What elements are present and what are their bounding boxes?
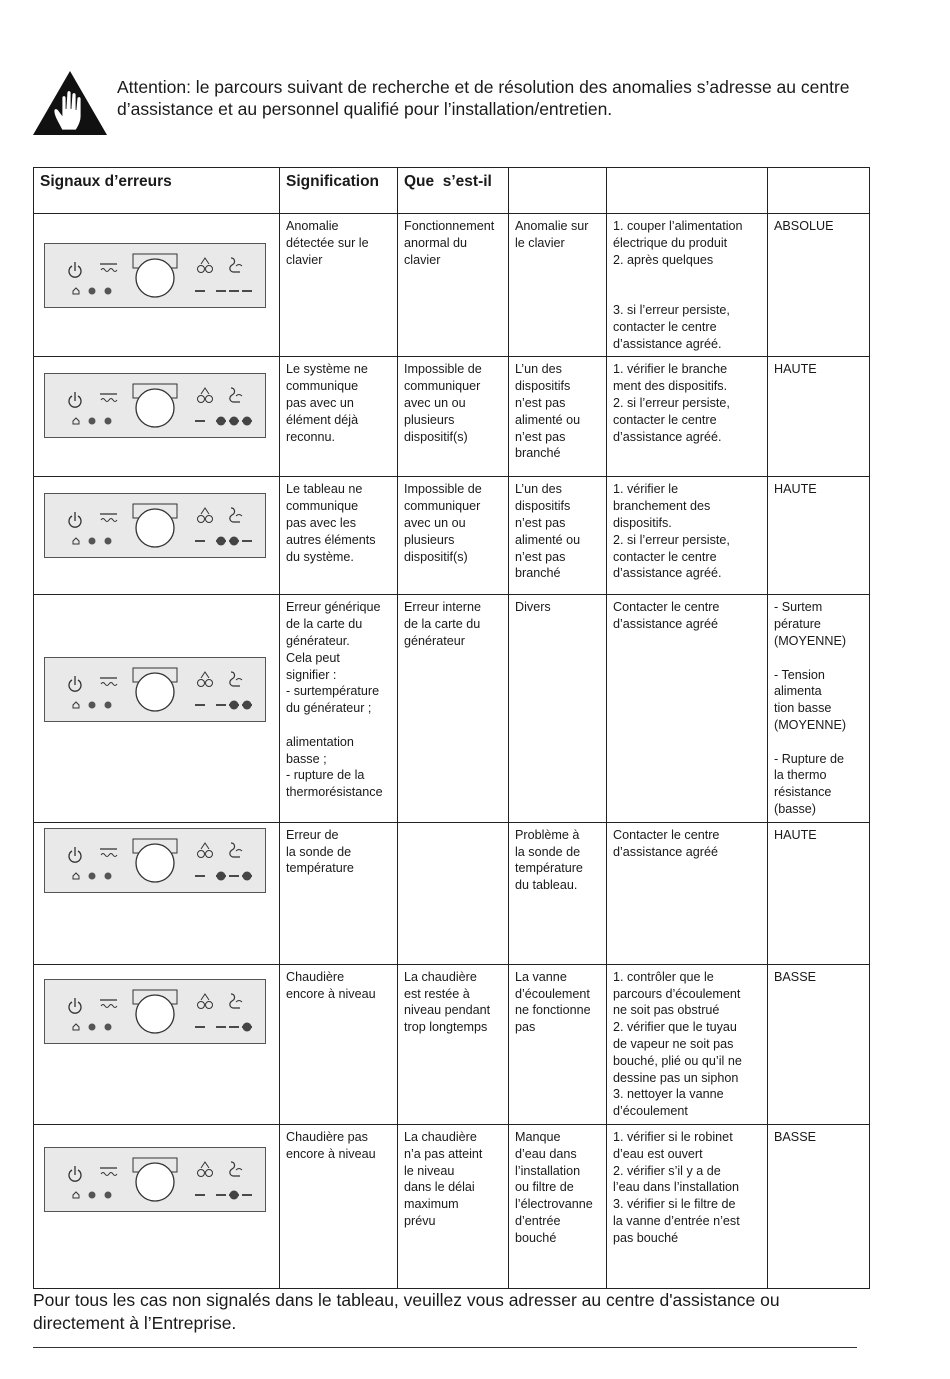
cherry-icon — [198, 843, 213, 858]
ventilation-icon — [230, 388, 242, 402]
power-icon — [69, 262, 81, 277]
priority-cell: BASSE — [768, 964, 870, 1124]
priority-cell: ABSOLUE — [768, 214, 870, 357]
selector-knob — [136, 995, 174, 1033]
footer-divider — [33, 1347, 857, 1348]
ventilation-icon — [230, 994, 242, 1008]
cause-cell: Anomalie sur le clavier — [509, 214, 607, 357]
table-row — [34, 214, 870, 357]
selector-knob — [136, 1163, 174, 1201]
error-signal-cell — [34, 477, 280, 595]
priority-cell: HAUTE — [768, 357, 870, 477]
error-signals-table — [33, 167, 870, 1289]
indicator-dot — [89, 538, 96, 545]
control-panel-illustration — [44, 493, 266, 558]
error-signal-cell — [34, 964, 280, 1124]
signification-cell: Chaudière encore à niveau — [280, 964, 398, 1124]
cherry-icon — [198, 994, 213, 1009]
footer-note: Pour tous les cas non signalés dans le tableau, veuillez vous adresser au centre d'assistance ou directement à l’Entreprise. — [33, 1290, 780, 1333]
que-sest-il-cell: Impossible de communiquer avec un ou plusieurs dispositif(s) — [398, 477, 509, 595]
priority-cell: BASSE — [768, 1124, 870, 1288]
header-priorite — [768, 168, 870, 214]
ventilation-icon — [230, 258, 242, 272]
indicator-dot — [89, 288, 96, 295]
que-sest-il-cell: La chaudière n’a pas atteint le niveau dans le délai maximum prévu — [398, 1124, 509, 1288]
indicator-dot — [89, 1191, 96, 1198]
selector-knob — [136, 259, 174, 297]
home-icon — [73, 538, 79, 544]
warning-hand-icon — [32, 70, 108, 136]
led-lit — [230, 417, 239, 426]
priority-cell: HAUTE — [768, 822, 870, 964]
header-cause — [509, 168, 607, 214]
header-signaux: Signaux d’erreurs — [34, 168, 280, 214]
cherry-icon — [198, 388, 213, 403]
priority-cell: HAUTE — [768, 477, 870, 595]
cherry-icon — [198, 508, 213, 523]
table-row — [34, 357, 870, 477]
table-row — [34, 964, 870, 1124]
cause-cell: L’un des dispositifs n’est pas alimenté ou n’est pas branché — [509, 357, 607, 477]
header-que-sest-il: Que s’est-il — [398, 168, 509, 214]
indicator-dot — [89, 418, 96, 425]
que-sest-il-cell — [398, 822, 509, 964]
led-lit — [217, 871, 226, 880]
ventilation-icon — [230, 843, 242, 857]
indicator-dot — [105, 288, 112, 295]
cause-cell: Divers — [509, 595, 607, 822]
indicator-dot — [89, 872, 96, 879]
indicator-dot — [105, 1191, 112, 1198]
control-panel-illustration — [44, 657, 266, 722]
error-signal-cell — [34, 1124, 280, 1288]
que-sest-il-cell: Impossible de communiquer avec un ou plusieurs dispositif(s) — [398, 357, 509, 477]
selector-knob — [136, 509, 174, 547]
led-lit — [230, 701, 239, 710]
indicator-dot — [89, 1023, 96, 1030]
home-icon — [73, 288, 79, 294]
led-lit — [243, 871, 252, 880]
cause-cell: La vanne d’écoulement ne fonctionne pas — [509, 964, 607, 1124]
control-panel-illustration — [44, 243, 266, 308]
signification-cell: Chaudière pas encore à niveau — [280, 1124, 398, 1288]
steam-icon — [100, 1000, 117, 1008]
selector-knob — [136, 844, 174, 882]
warning-text: Attention: le parcours suivant de recherche et de résolution des anomalies s’adresse au centre d’assistance et au personnel qualifié pour l’installation/entretien. — [117, 77, 850, 119]
table-row — [34, 1124, 870, 1288]
cherry-icon — [198, 1162, 213, 1177]
solution-cell: 1. vérifier le branche ment des dispositifs. 2. si l’erreur persiste, contacter le centre d’assistance agréé. — [607, 357, 768, 477]
cherry-icon — [198, 258, 213, 273]
home-icon — [73, 702, 79, 708]
signification-cell: Erreur générique de la carte du générateur. Cela peut signifier : - surtempérature du générateur ; alimentation basse ; - rupture de la thermorésistance — [280, 595, 398, 822]
selector-knob — [136, 389, 174, 427]
error-signal-cell — [34, 357, 280, 477]
signification-cell: Erreur de la sonde de température — [280, 822, 398, 964]
power-icon — [69, 998, 81, 1013]
solution-cell: Contacter le centre d’assistance agréé — [607, 822, 768, 964]
led-lit — [230, 1190, 239, 1199]
steam-icon — [100, 264, 117, 272]
indicator-dot — [105, 418, 112, 425]
error-signal-cell — [34, 214, 280, 357]
signification-cell: Le tableau ne communique pas avec les autres éléments du système. — [280, 477, 398, 595]
header-solution — [607, 168, 768, 214]
led-lit — [217, 417, 226, 426]
solution-cell: Contacter le centre d’assistance agréé — [607, 595, 768, 822]
led-lit — [230, 537, 239, 546]
power-icon — [69, 1166, 81, 1181]
error-signal-cell — [34, 822, 280, 964]
power-icon — [69, 512, 81, 527]
ventilation-icon — [230, 672, 242, 686]
power-icon — [69, 392, 81, 407]
led-lit — [217, 537, 226, 546]
steam-icon — [100, 678, 117, 686]
indicator-dot — [105, 872, 112, 879]
power-icon — [69, 676, 81, 691]
home-icon — [73, 1024, 79, 1030]
indicator-dot — [105, 702, 112, 709]
led-lit — [243, 417, 252, 426]
cause-cell: Problème à la sonde de température du tableau. — [509, 822, 607, 964]
selector-knob — [136, 673, 174, 711]
signification-cell: Anomalie détectée sur le clavier — [280, 214, 398, 357]
indicator-dot — [105, 1023, 112, 1030]
control-panel-illustration — [44, 828, 266, 893]
ventilation-icon — [230, 1162, 242, 1176]
error-signal-cell — [34, 595, 280, 822]
steam-icon — [100, 394, 117, 402]
que-sest-il-cell: La chaudière est restée à niveau pendant trop longtemps — [398, 964, 509, 1124]
control-panel-illustration — [44, 1147, 266, 1212]
table-row — [34, 595, 870, 822]
ventilation-icon — [230, 508, 242, 522]
solution-cell: 1. vérifier si le robinet d’eau est ouvert 2. vérifier s’il y a de l’eau dans l’installation 3. vérifier si le filtre de la vanne d’entrée n’est pas bouché — [607, 1124, 768, 1288]
home-icon — [73, 1192, 79, 1198]
header-signification: Signification — [280, 168, 398, 214]
indicator-dot — [89, 702, 96, 709]
steam-icon — [100, 1168, 117, 1176]
power-icon — [69, 847, 81, 862]
led-lit — [243, 701, 252, 710]
steam-icon — [100, 849, 117, 857]
solution-cell: 1. couper l’alimentation électrique du produit 2. après quelques 3. si l’erreur persiste, contacter le centre d’assistance agréé. — [607, 214, 768, 357]
signification-cell: Le système ne communique pas avec un élément déjà reconnu. — [280, 357, 398, 477]
steam-icon — [100, 514, 117, 522]
table-header-row — [34, 168, 870, 214]
home-icon — [73, 873, 79, 879]
table-row — [34, 822, 870, 964]
indicator-dot — [105, 538, 112, 545]
priority-cell: - Surtem pérature (MOYENNE) - Tension alimenta tion basse (MOYENNE) - Rupture de la thermo résistance (basse) — [768, 595, 870, 822]
solution-cell: 1. vérifier le branchement des dispositifs. 2. si l’erreur persiste, contacter le centre d’assistance agréé. — [607, 477, 768, 595]
que-sest-il-cell: Erreur interne de la carte du générateur — [398, 595, 509, 822]
cause-cell: L’un des dispositifs n’est pas alimenté ou n’est pas branché — [509, 477, 607, 595]
que-sest-il-cell: Fonctionnement anormal du clavier — [398, 214, 509, 357]
cherry-icon — [198, 672, 213, 687]
solution-cell: 1. contrôler que le parcours d’écoulement ne soit pas obstrué 2. vérifier que le tuyau de vapeur ne soit pas bouché, plié ou qu’il ne dessine pas un siphon 3. nettoyer la vanne d’écoulement — [607, 964, 768, 1124]
table-row — [34, 477, 870, 595]
control-panel-illustration — [44, 373, 266, 438]
home-icon — [73, 418, 79, 424]
control-panel-illustration — [44, 979, 266, 1044]
led-lit — [243, 1022, 252, 1031]
cause-cell: Manque d’eau dans l’installation ou filtre de l’électrovanne d’entrée bouché — [509, 1124, 607, 1288]
